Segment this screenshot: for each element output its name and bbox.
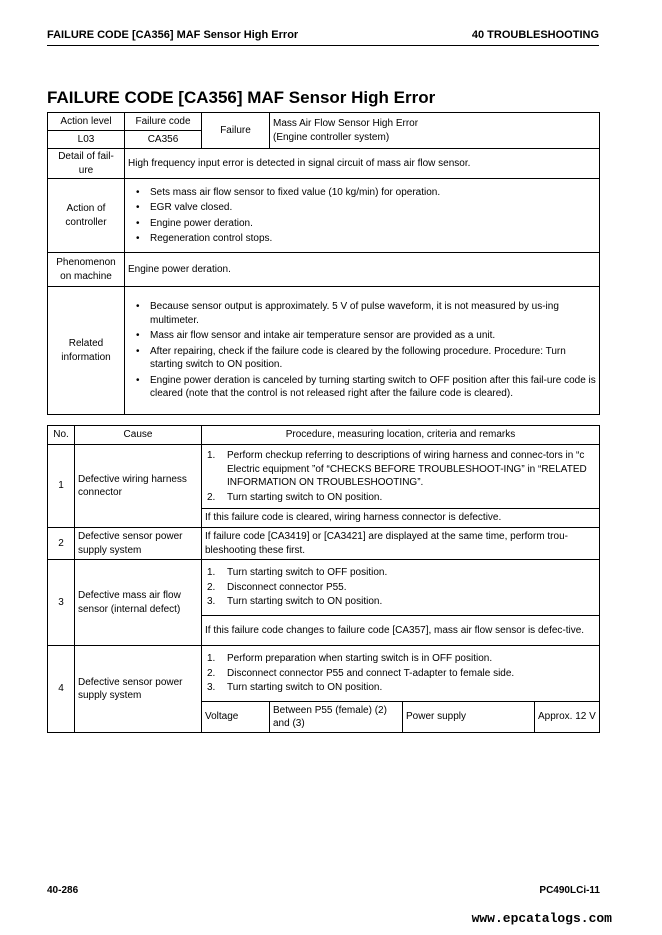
model-name: PC490LCi-11 (539, 885, 600, 896)
causes-table (47, 425, 600, 733)
list-item: • Engine power deration is canceled by turning starting switch to OFF position after this fail-ure code is cleared (note that the control is not released right after the failure code is cleared). (128, 374, 596, 401)
measure-condition: Power supply (403, 702, 535, 733)
failure-code-label: Failure code (125, 113, 202, 131)
cause-no: 1 (48, 445, 75, 528)
failure-info-table (47, 112, 600, 415)
procedure-note: If this failure code changes to failure code [CA357], mass air flow sensor is defec-tive. (202, 616, 600, 646)
failure-label: Failure (202, 113, 270, 149)
cause-no: 3 (48, 560, 75, 646)
list-item: 3. Turn starting switch to ON position. (207, 596, 383, 608)
measure-value: Approx. 12 V (535, 702, 600, 733)
cause-text: Defective mass air flow sensor (internal defect) (75, 560, 202, 646)
list-item: • Mass air flow sensor and intake air temperature sensor are provided as a unit. (128, 329, 596, 343)
related-info-list-cell (125, 287, 600, 415)
cause-text: Defective wiring harness connector (75, 445, 202, 528)
procedure-steps (205, 652, 596, 695)
failure-name: Mass Air Flow Sensor High Error (273, 118, 419, 129)
list-item: 2. Turn starting switch to ON position. (207, 491, 383, 503)
phenomenon-value: Engine power deration. (125, 253, 600, 287)
measure-item: Voltage (202, 702, 270, 733)
procedure-note: If this failure code is cleared, wiring harness connector is defective. (202, 509, 600, 528)
list-item: • After repairing, check if the failure code is cleared by the following procedure. Procedure: Turn starting switch to ON position. (128, 345, 596, 372)
detail-label: Detail of fail-ure (48, 149, 125, 179)
watermark: www.epcatalogs.com (471, 911, 612, 926)
procedure-steps-cell (202, 560, 600, 616)
list-item: 2. Disconnect connector P55. (207, 581, 347, 593)
failure-system: (Engine controller system) (273, 131, 390, 143)
cause-text: Defective sensor power supply system (75, 646, 202, 733)
header-cause: Cause (75, 426, 202, 445)
list-item: • Because sensor output is approximately. 5 V of pulse waveform, it is not measured by us-ing multimeter. (128, 300, 596, 327)
header-chapter: 40 TROUBLESHOOTING (471, 29, 599, 41)
page-number: 40-286 (47, 885, 79, 896)
procedure-steps-cell (202, 646, 600, 702)
action-controller-label: Action of controller (48, 179, 125, 253)
list-item: • Engine power deration. (128, 217, 596, 231)
list-item: 1. Perform preparation when starting switch is in OFF position. (207, 653, 493, 665)
cause-text: Defective sensor power supply system (75, 528, 202, 560)
header-procedure: Procedure, measuring location, criteria and remarks (202, 426, 600, 445)
list-item: • Regeneration control stops. (128, 232, 596, 246)
phenomenon-label: Phenomenon on machine (48, 253, 125, 287)
cause-no: 4 (48, 646, 75, 733)
procedure-steps-cell (202, 445, 600, 509)
list-item: 2. Disconnect connector P55 and connect T-adapter to female side. (207, 667, 515, 679)
procedure-steps (205, 449, 596, 504)
failure-code-value: CA356 (125, 131, 202, 149)
procedure-steps (205, 566, 596, 609)
header-no: No. (48, 426, 75, 445)
list-item: • Sets mass air flow sensor to fixed value (10 kg/min) for operation. (128, 186, 596, 200)
related-info-list (128, 300, 596, 401)
page-header (47, 29, 599, 46)
page-title: FAILURE CODE [CA356] MAF Sensor High Error (47, 88, 436, 107)
cause-no: 2 (48, 528, 75, 560)
failure-name-cell (270, 113, 600, 149)
action-level-value: L03 (48, 131, 125, 149)
list-item: 1. Perform checkup referring to descriptions of wiring harness and connec-tors in “c Electric equipment ”of “CHECKS BEFORE TROUBLESHOOT-ING” in “RELATED INFORMATION ON TROUBLESHOOTING”. (207, 450, 587, 488)
measure-location: Between P55 (female) (2) and (3) (270, 702, 403, 733)
header-section-title: FAILURE CODE [CA356] MAF Sensor High Error (47, 29, 299, 41)
detail-value: High frequency input error is detected in signal circuit of mass air flow sensor. (125, 149, 600, 179)
list-item: 3. Turn starting switch to ON position. (207, 682, 383, 694)
procedure-note: If failure code [CA3419] or [CA3421] are displayed at the same time, perform trou-bleshooting these first. (202, 528, 600, 560)
related-info-label: Related information (48, 287, 125, 415)
action-controller-list-cell (125, 179, 600, 253)
list-item: • EGR valve closed. (128, 201, 596, 215)
list-item: 1. Turn starting switch to OFF position. (207, 567, 388, 579)
action-level-label: Action level (48, 113, 125, 131)
action-controller-list (128, 186, 596, 246)
